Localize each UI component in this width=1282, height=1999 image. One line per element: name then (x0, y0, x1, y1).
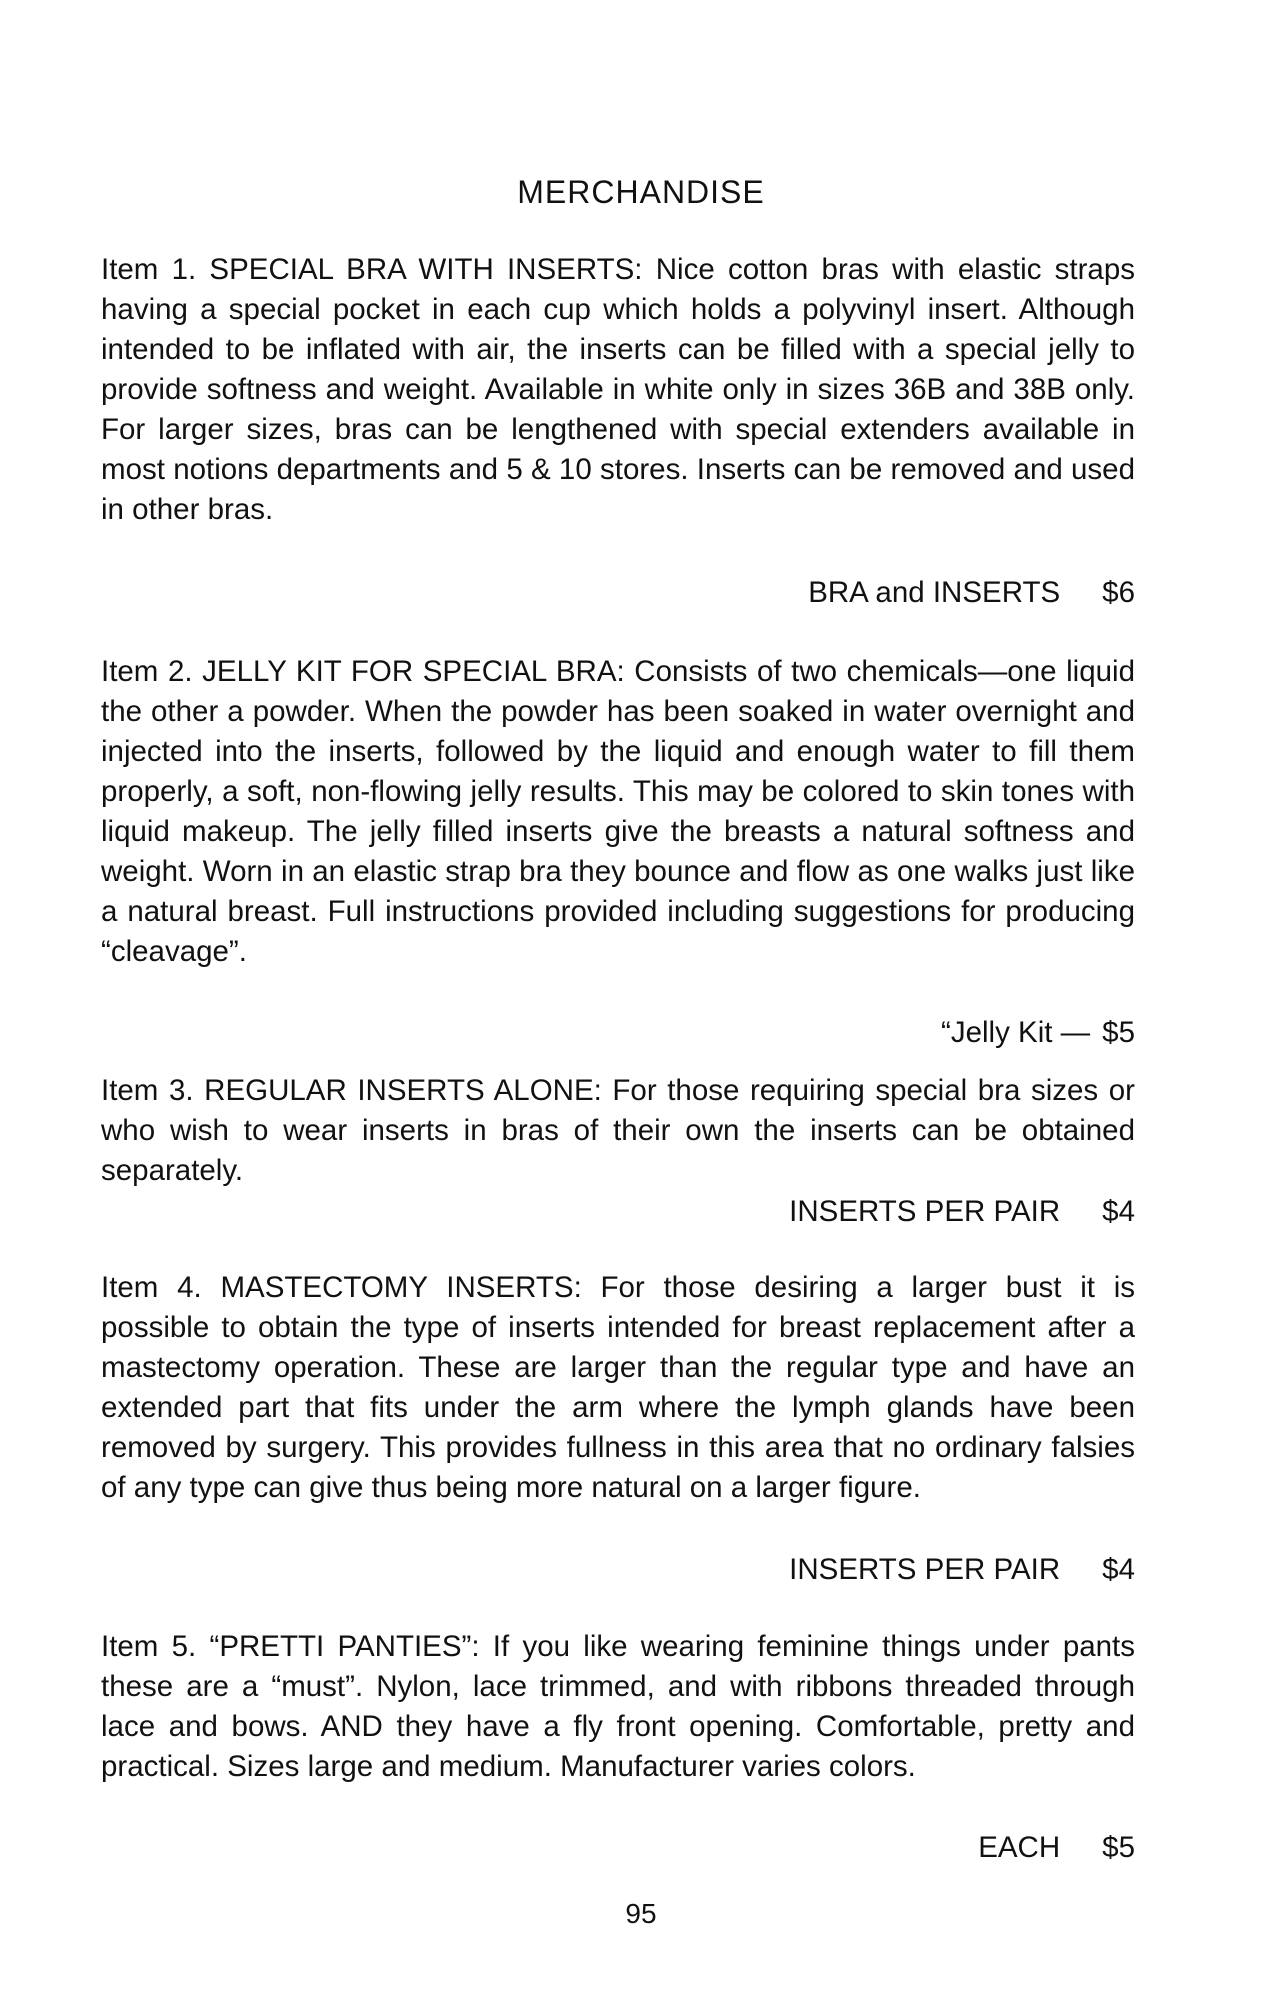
item-2-description: Item 2. JELLY KIT FOR SPECIAL BRA: Consists of two chemicals—one liquid the other a powder. When the powder has been soaked in water overnight and injected into the inserts, followed by the liquid and enough water to fill them properly, a soft, non-flowing jelly results. This may be colored to skin tones with liquid makeup. The jelly filled inserts give the breasts a natural softness and weight. Worn in an elastic strap bra they bounce and flow as one walks just like a natural breast. Full instructions provided including suggestions for producing “cleavage”. (101, 655, 1135, 968)
item-4-description: Item 4. MASTECTOMY INSERTS: For those desiring a larger bust it is possible to obtain the type of inserts intended for breast replacement after a mastectomy operation. These are larger than the regular type and have an extended part that fits under the arm where the lymph glands have been removed by surgery. This provides fullness in this area that no ordinary falsies of any type can give thus being more natural on a larger figure. (101, 1271, 1135, 1504)
item-4-price (789, 1550, 1135, 1590)
item-4-price-amount: $4 (1102, 1553, 1135, 1586)
item-5-price-amount: $5 (1102, 1831, 1135, 1864)
item-1-description: Item 1. SPECIAL BRA WITH INSERTS: Nice cotton bras with elastic straps having a special pocket in each cup which holds a polyvinyl insert. Although intended to be inflated with air, the inserts can be filled with a special jelly to provide softness and weight. Available in white only in sizes 36B and 38B only. For larger sizes, bras can be lengthened with special extenders available in most notions departments and 5 & 10 stores. Inserts can be removed and used in other bras. (101, 253, 1135, 526)
item-3-price-amount: $4 (1102, 1195, 1135, 1228)
page-heading: MERCHANDISE (517, 174, 765, 210)
item-2-price-label: “Jelly Kit — (941, 1016, 1091, 1049)
item-5-price (978, 1828, 1135, 1868)
item-1-price-label: BRA and INSERTS (808, 576, 1061, 609)
item-3-price (789, 1192, 1135, 1232)
item-3-description: Item 3. REGULAR INSERTS ALONE: For those requiring special bra sizes or who wish to wear inserts in bras of their own the inserts can be obtained separately. (101, 1074, 1135, 1187)
item-1-price-amount: $6 (1102, 576, 1135, 609)
item-4-price-label: INSERTS PER PAIR (789, 1553, 1061, 1586)
item-5-price-label: EACH (978, 1831, 1061, 1864)
item-5-description: Item 5. “PRETTI PANTIES”: If you like wearing feminine things under pants these are a “must”. Nylon, lace trimmed, and with ribbons threaded through lace and bows. AND they have a fly front opening. Comfortable, pretty and practical. Sizes large and medium. Manufacturer varies colors. (101, 1630, 1135, 1783)
page-number: 95 (625, 1898, 657, 1929)
item-2-price-amount: $5 (1102, 1016, 1135, 1049)
item-1-price (808, 573, 1135, 613)
item-3-price-label: INSERTS PER PAIR (789, 1195, 1061, 1228)
item-2-price (941, 1013, 1135, 1053)
